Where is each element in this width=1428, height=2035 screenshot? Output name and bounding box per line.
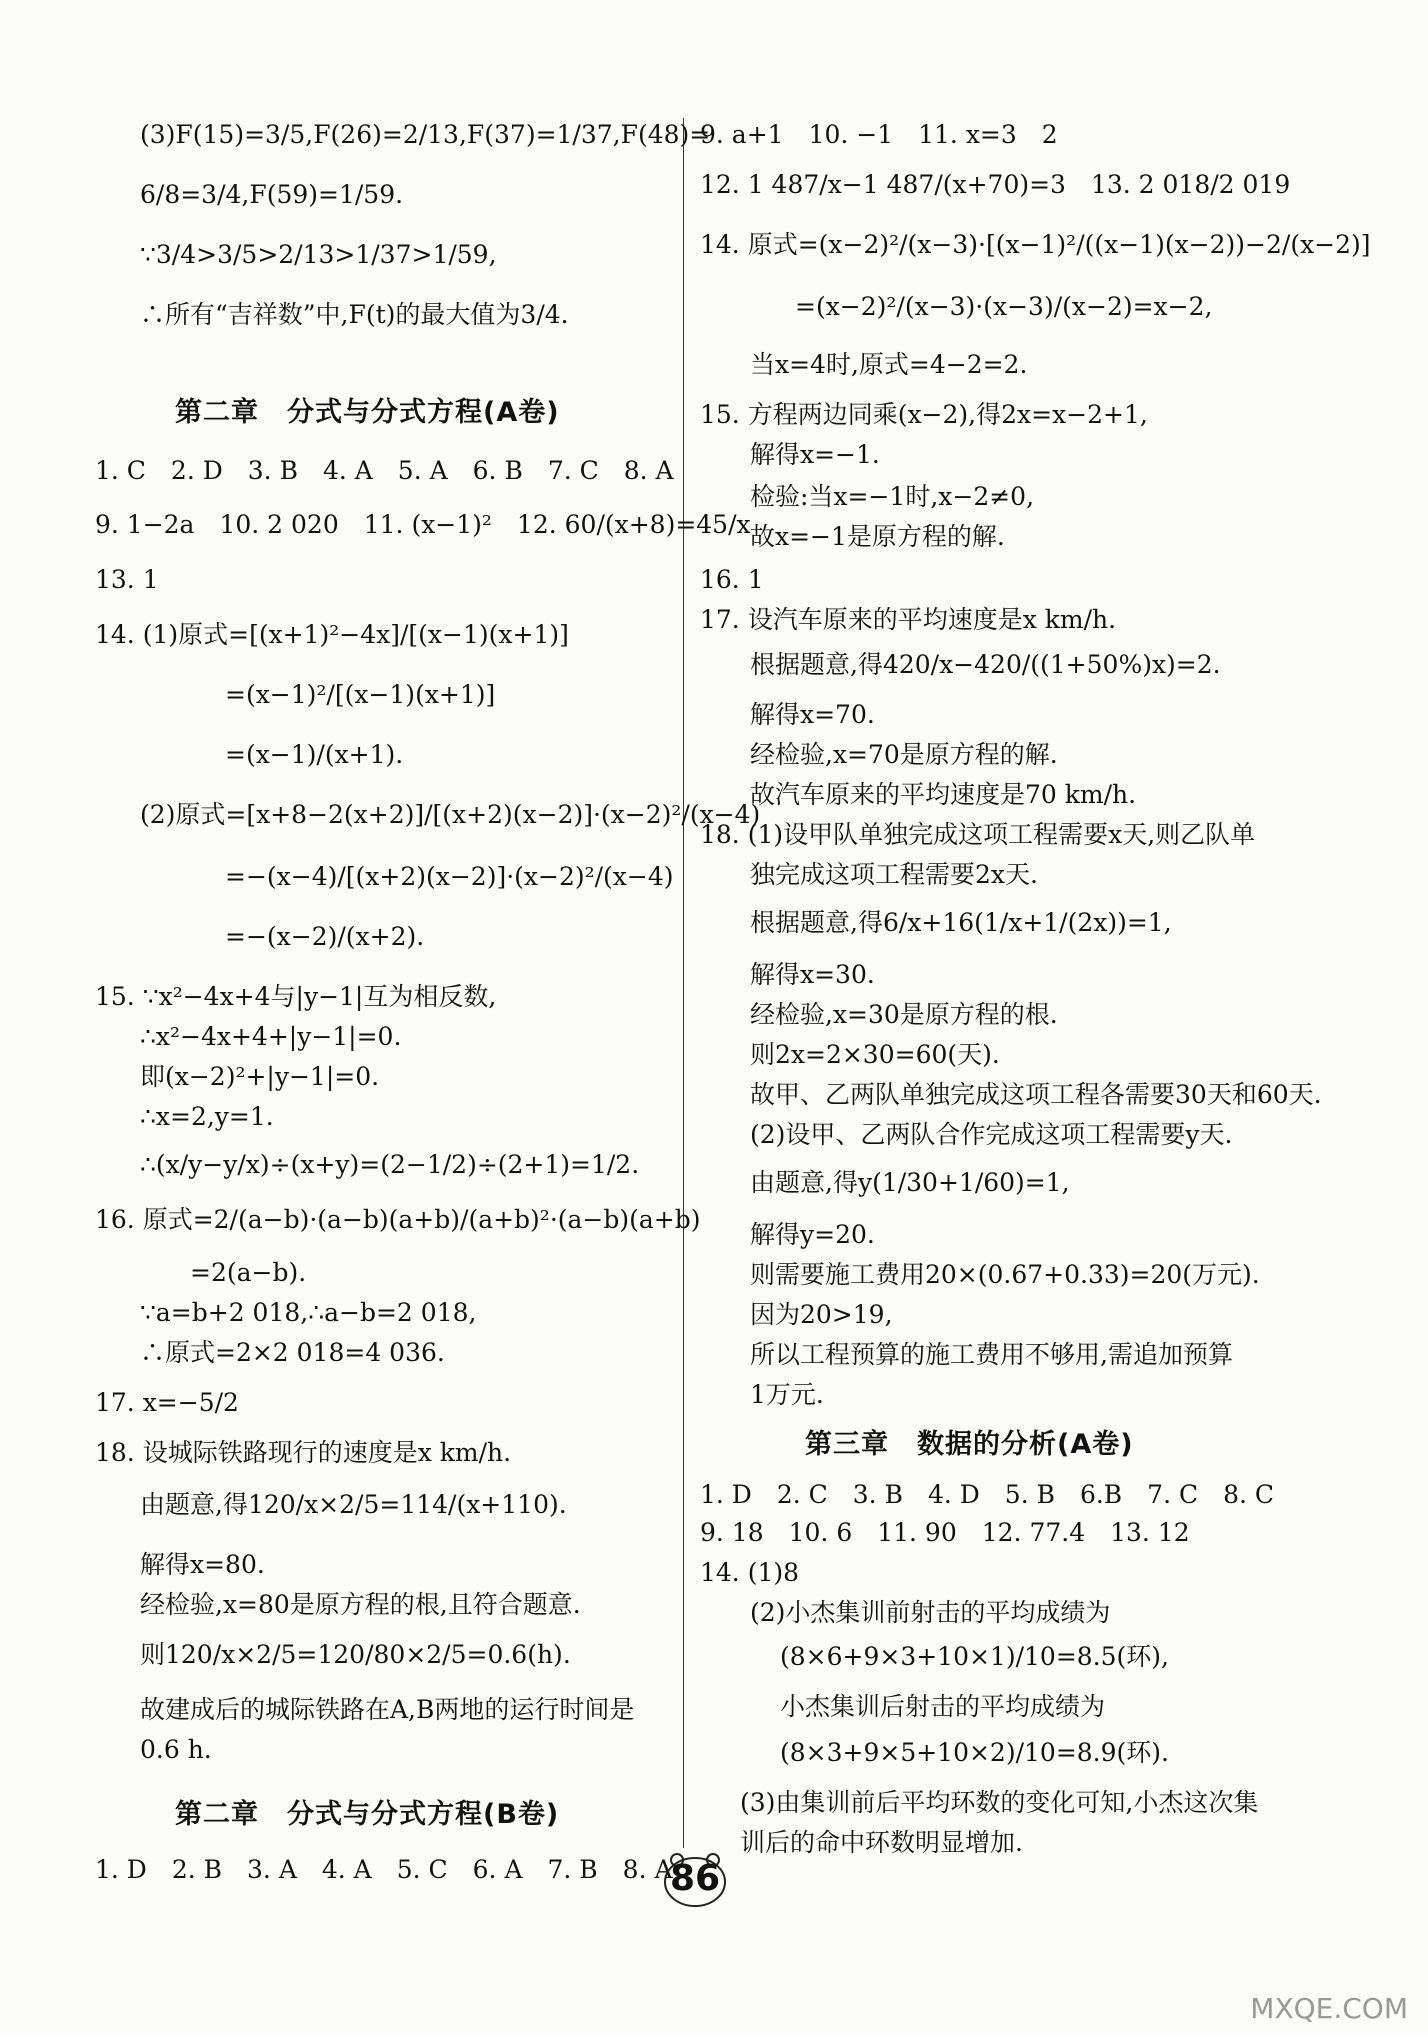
answer-line: 则2x=2×30=60(天).	[750, 1040, 1000, 1069]
answer-line: ∴(x/y−y/x)÷(x+y)=(2−1/2)÷(2+1)=1/2.	[140, 1150, 640, 1179]
column-divider	[683, 118, 684, 1848]
page-number	[655, 1848, 735, 1912]
answer-line: =(x−1)/(x+1).	[225, 740, 404, 769]
answer-line: 检验:当x=−1时,x−2≠0,	[750, 482, 1035, 511]
answer-line: 12. 1 487/x−1 487/(x+70)=3 13. 2 018/2 019	[700, 170, 1291, 199]
answer-line: 17. 设汽车原来的平均速度是x km/h.	[700, 605, 1117, 634]
answer-line: 解得x=70.	[750, 700, 875, 729]
answer-line: =(x−1)²/[(x−1)(x+1)]	[225, 680, 496, 709]
answer-line: 14. (1)8	[700, 1558, 800, 1587]
answer-line: 1. D 2. B 3. A 4. A 5. C 6. A 7. B 8. A	[95, 1855, 673, 1884]
answer-line: ∵a=b+2 018,∴a−b=2 018,	[140, 1298, 477, 1327]
answer-line: ∴原式=2×2 018=4 036.	[140, 1338, 445, 1367]
section-heading: 第二章 分式与分式方程(A卷)	[175, 397, 560, 428]
answer-line: 18. (1)设甲队单独完成这项工程需要x天,则乙队单	[700, 820, 1256, 849]
answer-line: (2)原式=[x+8−2(x+2)]/[(x+2)(x−2)]·(x−2)²/(x−4)	[140, 800, 761, 829]
answer-line: 由题意,得120/x×2/5=114/(x+110).	[140, 1490, 567, 1519]
answer-line: 则需要施工费用20×(0.67+0.33)=20(万元).	[750, 1260, 1260, 1289]
answer-line: 故建成后的城际铁路在A,B两地的运行时间是	[140, 1695, 635, 1724]
answer-line: ∴所有“吉祥数”中,F(t)的最大值为3/4.	[140, 300, 569, 329]
answer-line: (2)设甲、乙两队合作完成这项工程需要y天.	[750, 1120, 1233, 1149]
answer-line: (3)由集训前后平均环数的变化可知,小杰这次集	[740, 1788, 1259, 1817]
answer-line: 解得x=80.	[140, 1550, 265, 1579]
answer-line: 解得x=−1.	[750, 440, 880, 469]
answer-line: 0.6 h.	[140, 1735, 212, 1764]
answer-line: 根据题意,得6/x+16(1/x+1/(2x))=1,	[750, 908, 1172, 937]
answer-line: 所以工程预算的施工费用不够用,需追加预算	[750, 1340, 1233, 1369]
section-heading: 第二章 分式与分式方程(B卷)	[175, 1799, 560, 1830]
answer-line: 经检验,x=70是原方程的解.	[750, 740, 1058, 769]
answer-line: 15. ∵x²−4x+4与|y−1|互为相反数,	[95, 982, 497, 1011]
answer-line: 则120/x×2/5=120/80×2/5=0.6(h).	[140, 1640, 571, 1669]
answer-line: 解得x=30.	[750, 960, 875, 989]
answer-line: (8×3+9×5+10×2)/10=8.9(环).	[780, 1738, 1169, 1767]
answer-line: 故汽车原来的平均速度是70 km/h.	[750, 780, 1137, 809]
answer-line: =−(x−4)/[(x+2)(x−2)]·(x−2)²/(x−4)	[225, 862, 674, 891]
answer-line: 1. D 2. C 3. B 4. D 5. B 6.B 7. C 8. C	[700, 1480, 1275, 1509]
answer-line: 16. 1	[700, 565, 764, 594]
answer-line: 14. (1)原式=[(x+1)²−4x]/[(x−1)(x+1)]	[95, 620, 569, 649]
answer-line: 解得y=20.	[750, 1220, 875, 1249]
section-heading: 第三章 数据的分析(A卷)	[805, 1429, 1134, 1460]
answer-line: ∴x²−4x+4+|y−1|=0.	[140, 1022, 402, 1051]
answer-line: 1. C 2. D 3. B 4. A 5. A 6. B 7. C 8. A	[95, 456, 674, 485]
answer-line: (2)小杰集训前射击的平均成绩为	[750, 1598, 1111, 1627]
answer-line: ∴x=2,y=1.	[140, 1102, 274, 1131]
answer-line: 13. 1	[95, 565, 159, 594]
watermark: MXQE.COM	[1250, 1992, 1408, 2025]
answer-line: 即(x−2)²+|y−1|=0.	[140, 1062, 380, 1091]
answer-line: (8×6+9×3+10×1)/10=8.5(环),	[780, 1642, 1169, 1671]
answer-line: 小杰集训后射击的平均成绩为	[780, 1692, 1106, 1721]
answer-line: 经检验,x=30是原方程的根.	[750, 1000, 1058, 1029]
answer-line: 9. a+1 10. −1 11. x=3 2	[700, 120, 1058, 149]
answer-line: 15. 方程两边同乘(x−2),得2x=x−2+1,	[700, 400, 1148, 429]
page-number-text: 86	[669, 1858, 721, 1899]
answer-line: 当x=4时,原式=4−2=2.	[750, 350, 1028, 379]
answer-line: 由题意,得y(1/30+1/60)=1,	[750, 1168, 1070, 1197]
answer-line: 6/8=3/4,F(59)=1/59.	[140, 180, 404, 209]
answer-line: 16. 原式=2/(a−b)·(a−b)(a+b)/(a+b)²·(a−b)(a+b)	[95, 1205, 701, 1234]
answer-line: =2(a−b).	[190, 1258, 307, 1287]
answer-line: 故x=−1是原方程的解.	[750, 522, 1005, 551]
answer-line: 18. 设城际铁路现行的速度是x km/h.	[95, 1438, 512, 1467]
answer-line: 17. x=−5/2	[95, 1388, 239, 1417]
answer-line: 1万元.	[750, 1380, 824, 1409]
answer-line: 9. 18 10. 6 11. 90 12. 77.4 13. 12	[700, 1518, 1190, 1547]
answer-line: 故甲、乙两队单独完成这项工程各需要30天和60天.	[750, 1080, 1322, 1109]
answer-line: ∵3/4>3/5>2/13>1/37>1/59,	[140, 240, 497, 269]
answer-line: 根据题意,得420/x−420/((1+50%)x)=2.	[750, 650, 1221, 679]
answer-line: 经检验,x=80是原方程的根,且符合题意.	[140, 1590, 581, 1619]
answer-line: 独完成这项工程需要2x天.	[750, 860, 1038, 889]
answer-line: 训后的命中环数明显增加.	[740, 1828, 1023, 1857]
answer-line: 14. 原式=(x−2)²/(x−3)·[(x−1)²/((x−1)(x−2))−2/(x−2)]	[700, 230, 1371, 259]
answer-line: =(x−2)²/(x−3)·(x−3)/(x−2)=x−2,	[795, 292, 1213, 321]
answer-line: 9. 1−2a 10. 2 020 11. (x−1)² 12. 60/(x+8)=45/x	[95, 510, 751, 539]
answer-line: (3)F(15)=3/5,F(26)=2/13,F(37)=1/37,F(48)=	[140, 120, 711, 149]
answer-line: =−(x−2)/(x+2).	[225, 922, 425, 951]
answer-line: 因为20>19,	[750, 1300, 893, 1329]
